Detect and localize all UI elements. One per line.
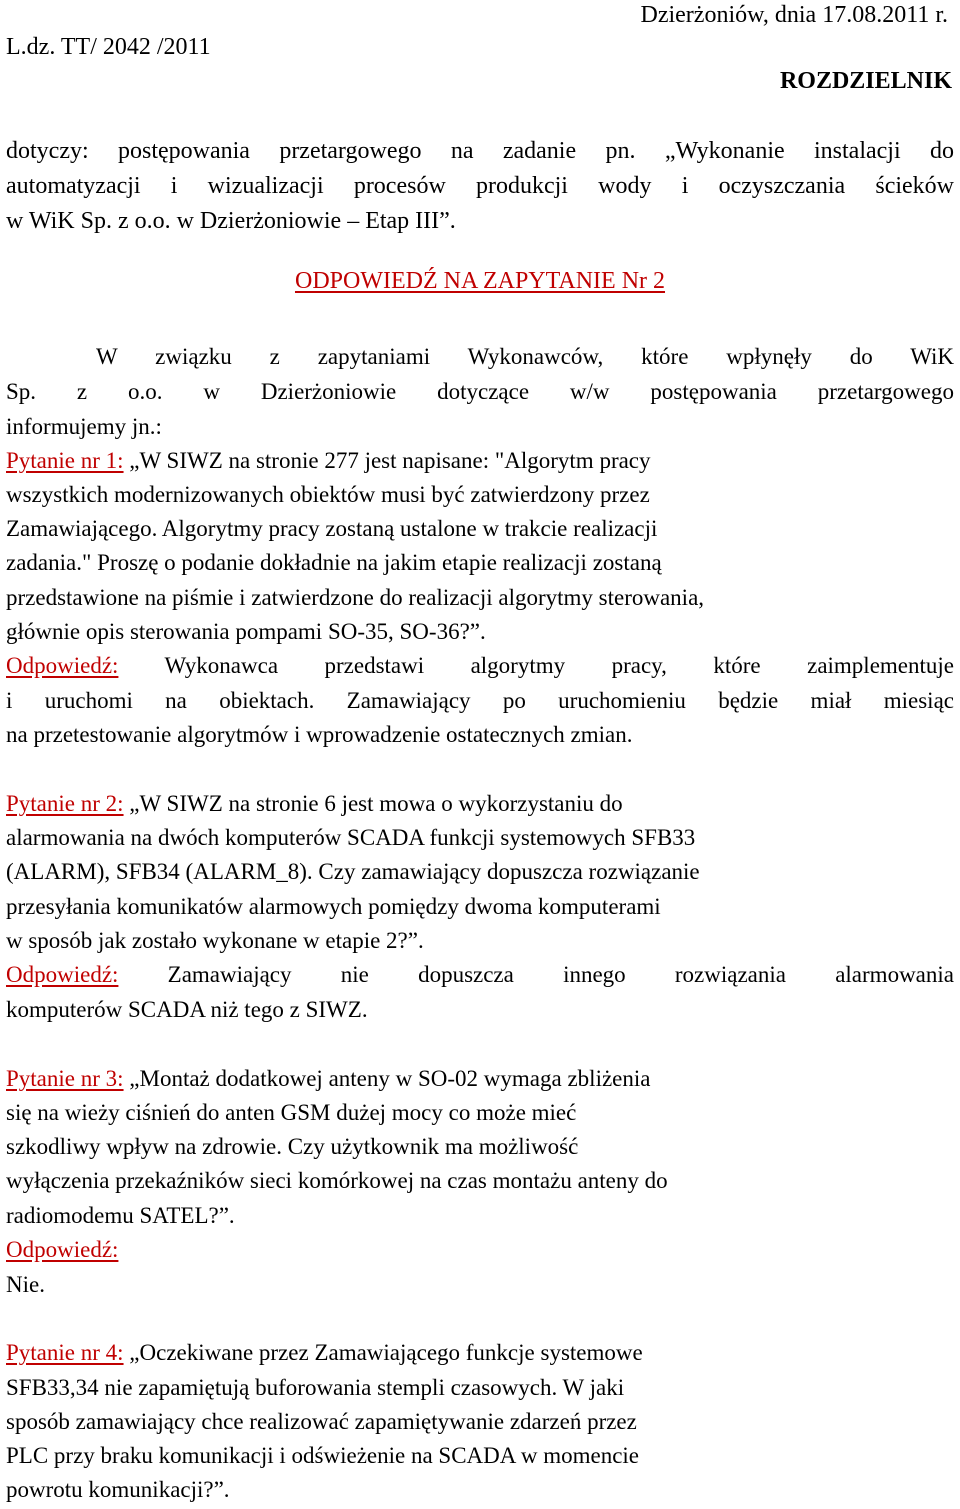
answer-1-first-line (6, 651, 954, 681)
reference-number: L.dz. TT/ 2042 /2011 (6, 34, 211, 60)
question-4-line: sposób zamawiający chce realizować zapamiętywanie zdarzeń przez (6, 1409, 637, 1434)
question-4-label: Pytanie nr 4: (6, 1340, 124, 1365)
answer-3-text: Nie. (6, 1272, 45, 1297)
question-2-first-line (6, 789, 623, 819)
answer-1-label: Odpowiedź: (6, 653, 119, 678)
question-2-line: przesyłania komunikatów alarmowych pomiędzy dwoma komputerami (6, 894, 661, 919)
question-3-line: się na wieży ciśnień do anten GSM dużej mocy co może mieć (6, 1100, 577, 1125)
question-2-label: Pytanie nr 2: (6, 791, 124, 816)
question-4-line: powrotu komunikacji?”. (6, 1477, 230, 1502)
answer-2-first-line (6, 960, 954, 990)
question-1-line: zadania." Proszę o podanie dokładnie na jakim etapie realizacji zostaną (6, 550, 662, 575)
question-4-first: „Oczekiwane przez Zamawiającego funkcje systemowe (123, 1340, 643, 1365)
question-3-first: „Montaż dodatkowej anteny w SO-02 wymaga zbliżenia (123, 1066, 651, 1091)
answer-1-first: Wykonawca przedstawi algorytmy pracy, które zaimplementuje (118, 653, 954, 678)
question-2-line: alarmowania na dwóch komputerów SCADA funkcji systemowych SFB33 (6, 825, 696, 850)
answer-2-first: Zamawiający nie dopuszcza innego rozwiązania alarmowania (118, 962, 954, 987)
intro-text-1: W związku z zapytaniami Wykonawców, które wpłynęły do WiK (96, 344, 954, 369)
question-1-line: wszystkich modernizowanych obiektów musi być zatwierdzony przez (6, 482, 650, 507)
question-4-line: PLC przy braku komunikacji i odświeżenie na SCADA w momencie (6, 1443, 640, 1468)
question-1-first-line (6, 446, 651, 476)
question-4-line: SFB33,34 nie zapamiętują buforowania stempli czasowych. W jaki (6, 1375, 625, 1400)
question-2-line: w sposób jak zostało wykonane w etapie 2?”. (6, 928, 424, 953)
document-title: ODPOWIEDŹ NA ZAPYTANIE Nr 2 (294, 268, 666, 294)
answer-1-line: na przetestowanie algorytmów i wprowadzenie ostatecznych zmian. (6, 722, 633, 747)
question-3-line: wyłączenia przekaźników sieci komórkowej na czas montażu anteny do (6, 1168, 668, 1193)
question-2-first: „W SIWZ na stronie 6 jest mowa o wykorzystaniu do (123, 791, 623, 816)
question-1-label: Pytanie nr 1: (6, 448, 124, 473)
answer-3-label: Odpowiedź: (6, 1237, 119, 1262)
question-3-line: szkodliwy wpływ na zdrowie. Czy użytkownik ma możliwość (6, 1134, 579, 1159)
question-2-line: (ALARM), SFB34 (ALARM_8). Czy zamawiający dopuszcza rozwiązanie (6, 859, 700, 884)
question-3-line: radiomodemu SATEL?”. (6, 1203, 235, 1228)
question-3-label: Pytanie nr 3: (6, 1066, 124, 1091)
answer-2-line: komputerów SCADA niż tego z SIWZ. (6, 997, 368, 1022)
subject-line-3: w WiK Sp. z o.o. w Dzierżoniowie – Etap III”. (6, 208, 456, 234)
question-4-first-line (6, 1338, 643, 1368)
question-1-first: „W SIWZ na stronie 277 jest napisane: "Algorytm pracy (123, 448, 651, 473)
intro-line-3: informujemy jn.: (6, 414, 162, 439)
answer-1-line: i uruchomi na obiektach. Zamawiający po uruchomieniu będzie miał miesiąc (6, 688, 954, 713)
subject-line-2: automatyzacji i wizualizacji procesów produkcji wody i oczyszczania ścieków (6, 173, 954, 199)
intro-line-1 (96, 342, 954, 372)
question-3-first-line (6, 1064, 650, 1094)
question-1-line: Zamawiającego. Algorytmy pracy zostaną ustalone w trakcie realizacji (6, 516, 658, 541)
distribution-heading: ROZDZIELNIK (779, 68, 952, 94)
answer-3-label-line (6, 1235, 118, 1265)
subject-line-1: dotyczy: postępowania przetargowego na zadanie pn. „Wykonanie instalacji do (6, 138, 954, 164)
intro-line-2: Sp. z o.o. w Dzierżoniowie dotyczące w/w postępowania przetargowego (6, 379, 954, 404)
question-1-line: głównie opis sterowania pompami SO-35, SO-36?”. (6, 619, 486, 644)
answer-2-label: Odpowiedź: (6, 962, 119, 987)
date-line: Dzierżoniów, dnia 17.08.2011 r. (640, 2, 948, 28)
question-1-line: przedstawione na piśmie i zatwierdzone do realizacji algorytmy sterowania, (6, 585, 705, 610)
